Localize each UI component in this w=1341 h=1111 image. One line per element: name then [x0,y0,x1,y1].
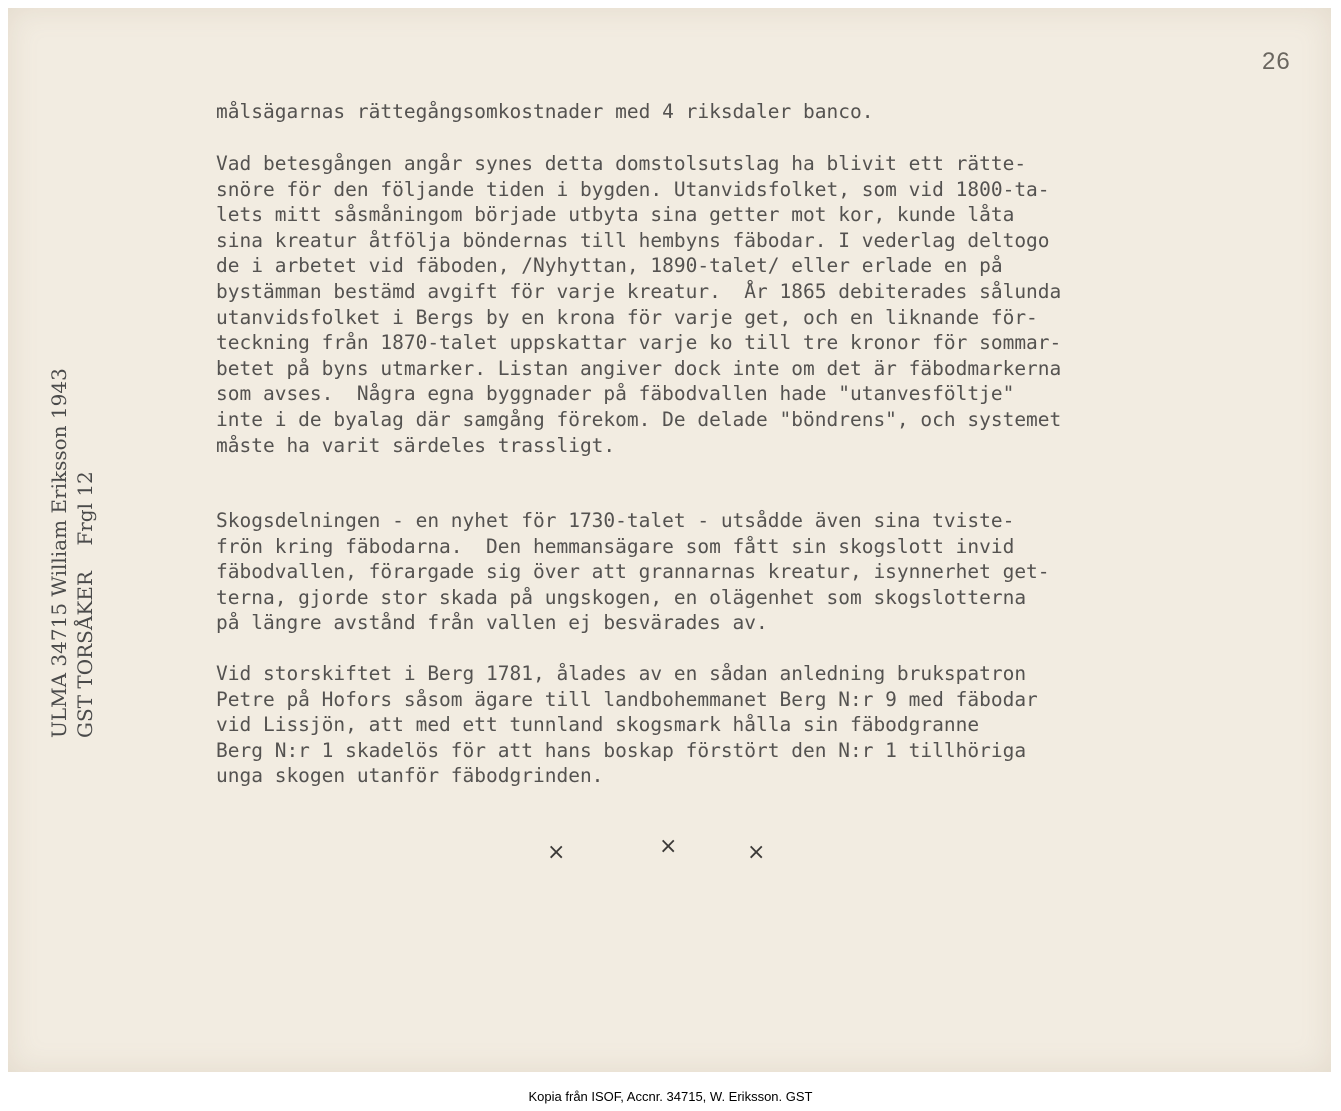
archive-stamp-line-1: ULMA 34715 William Eriksson 1943 [47,368,71,738]
page-number: 26 [1262,48,1291,75]
text-line: inte i de byalag där samgång förekom. De delade "böndrens", och systemet [216,407,1062,431]
copy-footer: Kopia från ISOF, Accnr. 34715, W. Eriksson. GST [528,1089,813,1104]
paragraph-2 [216,151,1316,458]
text-line: teckning från 1870-talet uppskattar varje ko till tre kronor för sommar- [216,331,1062,355]
text-line: vid Lissjön, att med ett tunnland skogsmark hålla sin fäbodgranne [216,713,980,737]
text-line: målsägarnas rättegångsomkostnader med 4 riksdaler banco. [216,100,874,123]
text-line: betet på byns utmarker. Listan angiver dock inte om det är fäbodmarkerna [216,356,1062,380]
paragraph-1 [216,99,1316,125]
text-line: unga skogen utanför fäbodgrinden. [216,764,604,788]
text-line: bystämman bestämd avgift för varje kreatur. År 1865 debiterades sålunda [216,279,1062,303]
text-line: Vid storskiftet i Berg 1781, ålades av en sådan anledning brukspatron [216,662,1027,685]
text-line: de i arbetet vid fäboden, /Nyhyttan, 1890-talet/ eller erlade en på [216,254,1003,278]
text-line: som avses. Några egna byggnader på fäbodvallen hade "utanvesföltje" [216,382,1015,406]
end-mark: × [747,840,766,865]
paragraph-3 [216,508,1316,636]
text-line: Skogsdelningen - en nyhet för 1730-talet - utsådde även sina tviste- [216,509,1015,532]
text-line: snöre för den följande tiden i bygden. Utanvidsfolket, som vid 1800-ta- [216,177,1050,201]
paragraph-4 [216,661,1316,789]
text-line: på längre avstånd från vallen ej besvärades av. [216,611,768,635]
end-mark: × [547,840,566,865]
archive-stamp-line-2: GST TORSÅKER Frgl 12 [73,471,97,738]
end-mark: × [659,834,678,859]
text-line: utanvidsfolket i Bergs by en krona för varje get, och en liknande för- [216,305,1038,329]
text-line: fäbodvallen, förargade sig över att grannarnas kreatur, isynnerhet get- [216,560,1050,584]
text-line: frön kring fäbodarna. Den hemmansägare som fått sin skogslott invid [216,534,1015,558]
text-line: lets mitt såsmåningom började utbyta sina getter mot kor, kunde låta [216,203,1015,227]
text-line: Berg N:r 1 skadelös för att hans boskap förstört den N:r 1 tillhöriga [216,738,1027,762]
text-line: Petre på Hofors såsom ägare till landbohemmanet Berg N:r 9 med fäbodar [216,687,1038,711]
archive-stamp [46,368,98,738]
end-marks [543,836,783,868]
text-line: Vad betesgången angår synes detta domstolsutslag ha blivit ett rätte- [216,152,1027,175]
text-line: sina kreatur åtfölja böndernas till hembyns fäbodar. I vederlag deltogo [216,228,1050,252]
text-line: måste ha varit särdeles trassligt. [216,433,616,457]
text-line: terna, gjorde stor skada på ungskogen, en olägenhet som skogslotterna [216,585,1027,609]
typewritten-sheet [8,8,1331,1072]
